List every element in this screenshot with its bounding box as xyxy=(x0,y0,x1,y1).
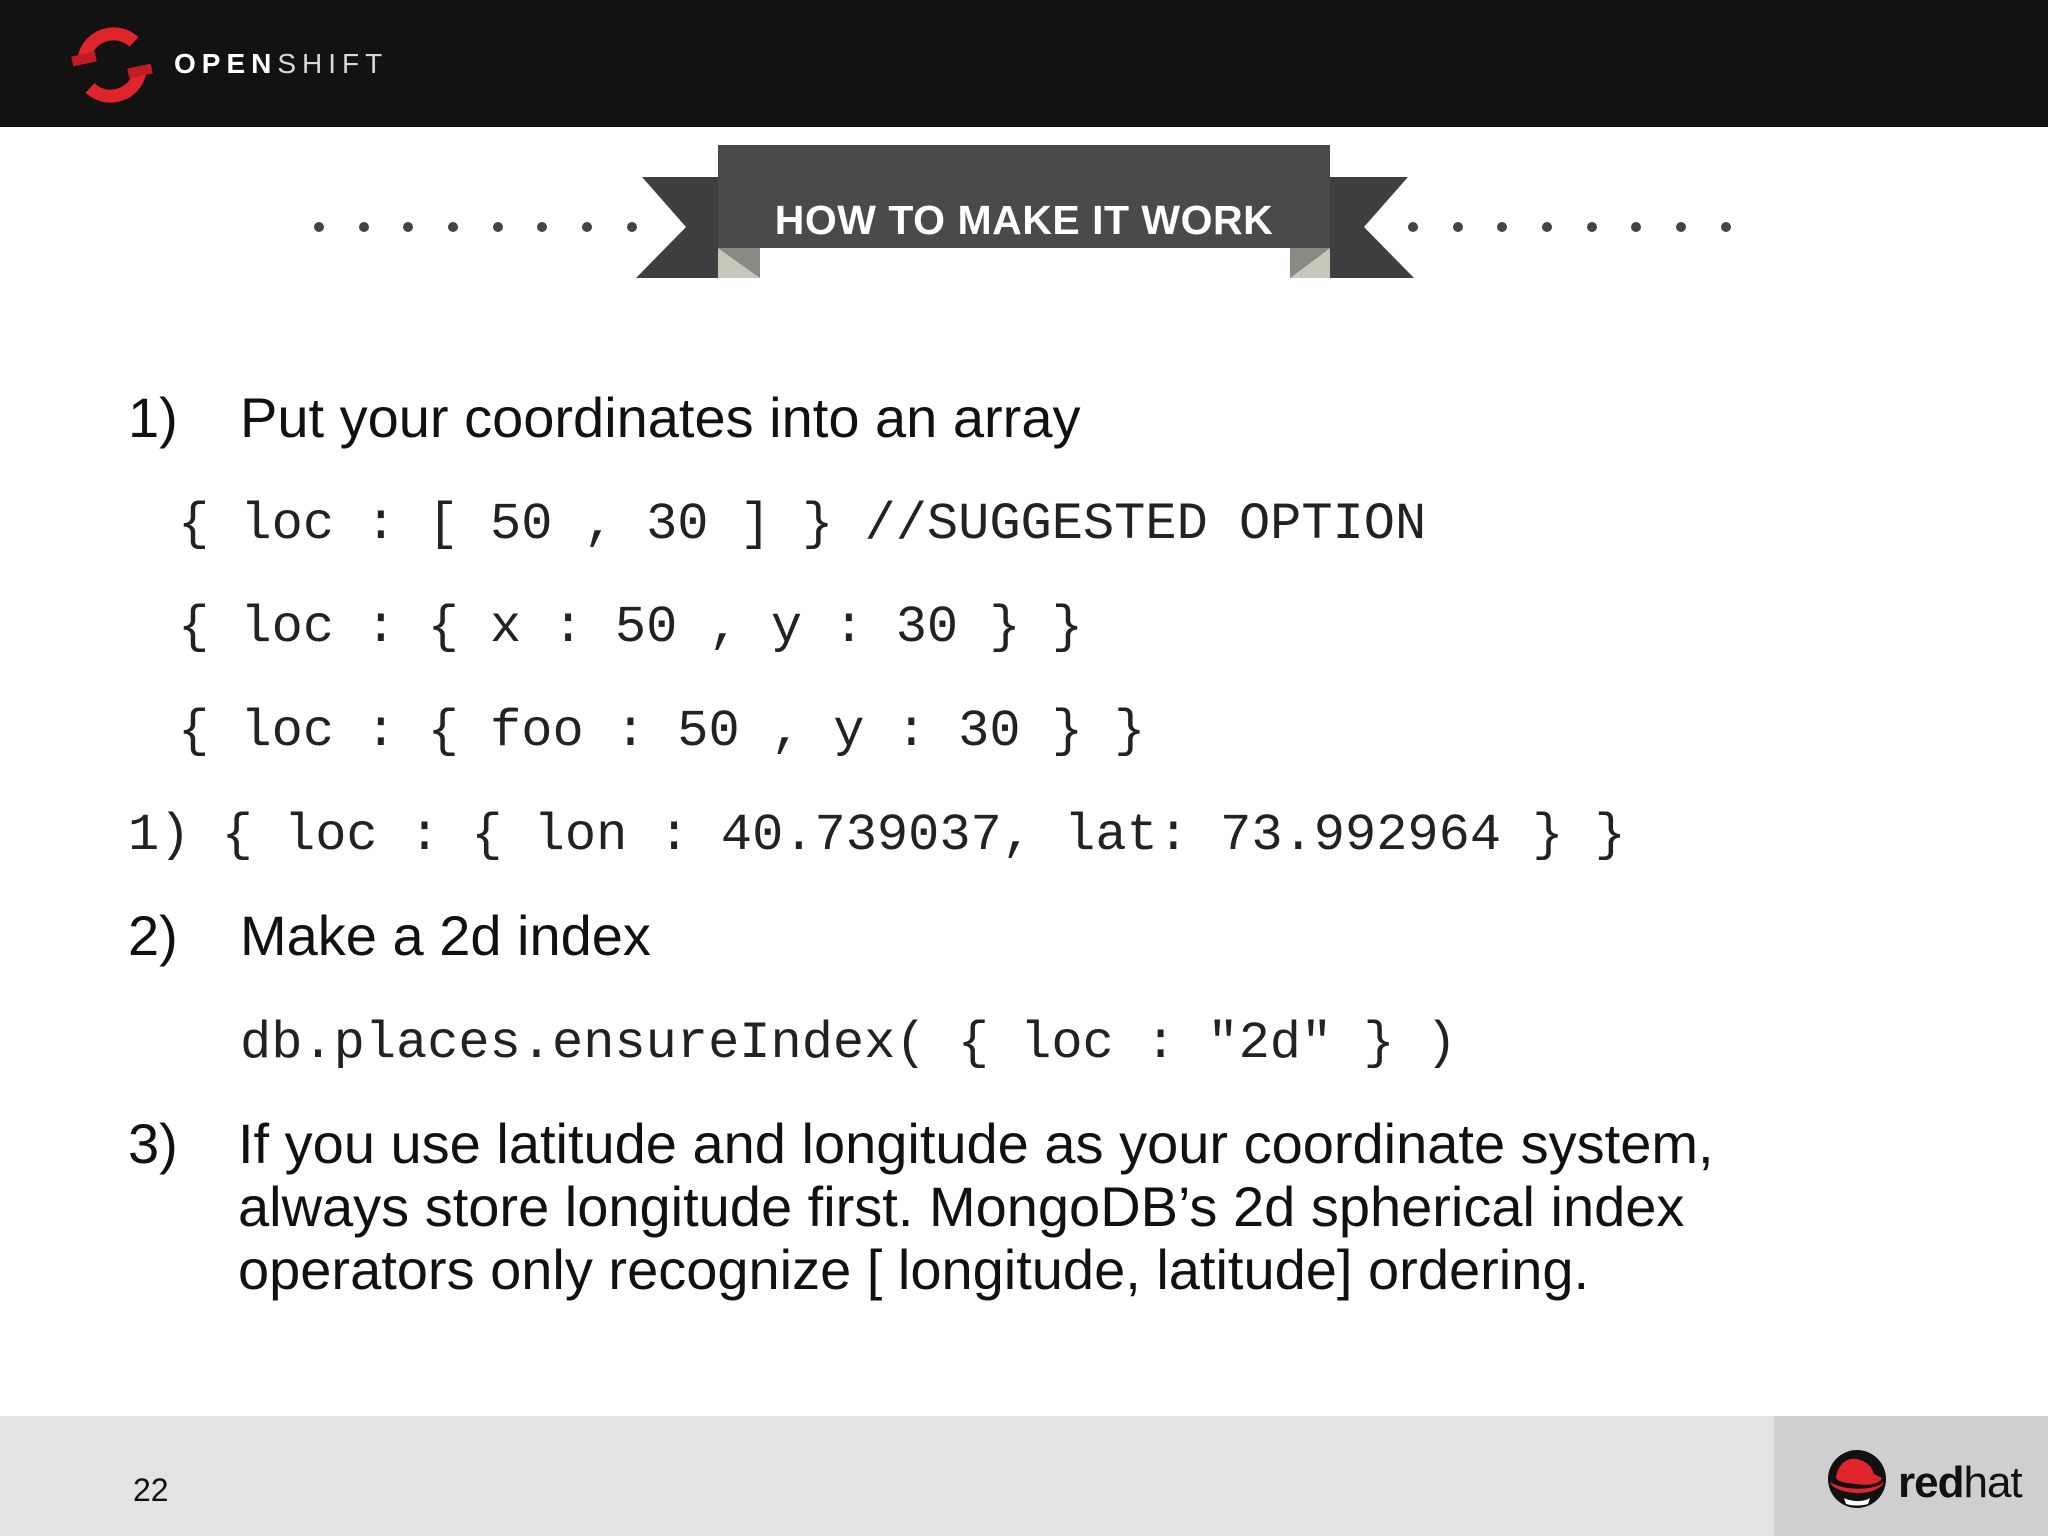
code-line-5: db.places.ensureIndex( { loc : "2d" } ) xyxy=(240,1014,1457,1073)
redhat-bold-text: red xyxy=(1898,1458,1964,1507)
step-2-number: 2) xyxy=(128,904,178,967)
brand-light-text: SHIFT xyxy=(277,48,389,79)
redhat-wordmark xyxy=(1898,1458,2022,1508)
redhat-light-text: hat xyxy=(1963,1458,2022,1507)
step-1-text: Put your coordinates into an array xyxy=(240,386,1081,449)
banner-title: HOW TO MAKE IT WORK xyxy=(774,197,1274,243)
step-3-text: If you use latitude and longitude as your coordinate system, always store longitude first. MongoDB’s 2d spherical index operators only recognize [ longitude, latitude] ordering. xyxy=(238,1112,1714,1301)
page-number: 22 xyxy=(133,1472,169,1508)
code-line-4: 1) { loc : { lon : 40.739037, lat: 73.992964 } } xyxy=(128,806,1626,865)
step-1-number: 1) xyxy=(128,386,178,449)
redhat-logo-icon xyxy=(1822,1448,1892,1510)
footer-bar xyxy=(0,1416,2048,1536)
step-3-number: 3) xyxy=(128,1112,178,1175)
code-line-1: { loc : [ 50 , 30 ] } //SUGGESTED OPTION xyxy=(178,495,1427,554)
code-line-2: { loc : { x : 50 , y : 30 } } xyxy=(178,598,1083,657)
step-2-text: Make a 2d index xyxy=(240,904,651,967)
brand-bold-text: OPEN xyxy=(174,48,278,79)
code-line-3: { loc : { foo : 50 , y : 30 } } xyxy=(178,702,1146,761)
